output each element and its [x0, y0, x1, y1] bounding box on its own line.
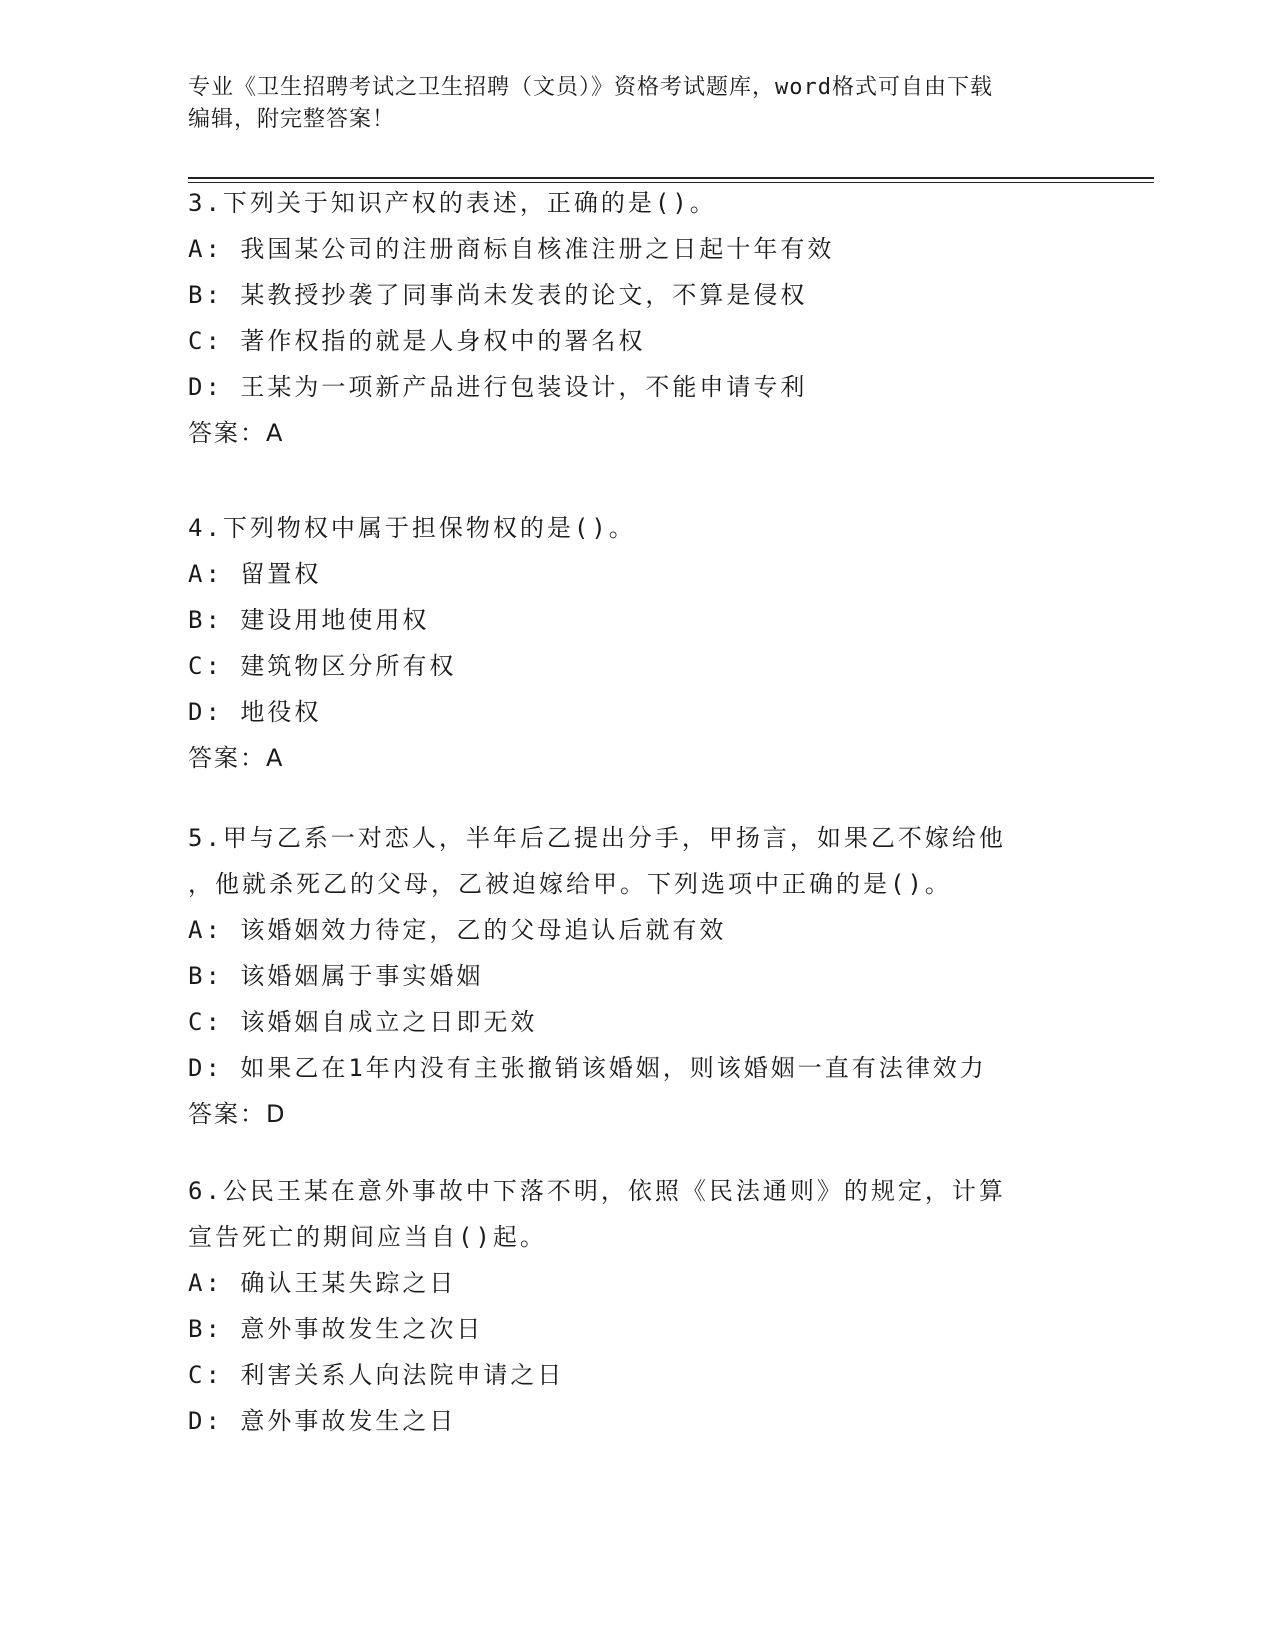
option-b: B: 建设用地使用权: [188, 606, 430, 634]
question-stem-line-2: 宣告死亡的期间应当自()起。: [188, 1223, 547, 1251]
question-4: [188, 505, 1088, 781]
option-a: A: 该婚姻效力待定，乙的父母追认后就有效: [188, 916, 727, 944]
question-stem-line-1: 6.公民王某在意外事故中下落不明，依照《民法通则》的规定，计算: [188, 1177, 1006, 1205]
option-c: C: 利害关系人向法院申请之日: [188, 1361, 565, 1389]
option-b: B: 该婚姻属于事实婚姻: [188, 962, 484, 990]
answer-line: 答案：D: [188, 1100, 287, 1128]
option-a: A: 留置权: [188, 560, 322, 588]
option-c: C: 建筑物区分所有权: [188, 652, 457, 680]
option-d: D: 王某为一项新产品进行包装设计，不能申请专利: [188, 373, 808, 401]
question-stem-line-2: ，他就杀死乙的父母，乙被迫嫁给甲。下列选项中正确的是()。: [188, 870, 952, 898]
header-line-1: 专业《卫生招聘考试之卫生招聘（文员）》资格考试题库，word格式可自由下载: [188, 75, 993, 100]
question-6: [188, 1168, 1088, 1444]
header-line-2: 编辑，附完整答案！: [188, 107, 396, 132]
option-b: B: 意外事故发生之次日: [188, 1315, 484, 1343]
option-d: D: 地役权: [188, 698, 322, 726]
option-a: A: 确认王某失踪之日: [188, 1269, 457, 1297]
option-a: A: 我国某公司的注册商标自核准注册之日起十年有效: [188, 235, 835, 263]
option-d: D: 意外事故发生之日: [188, 1407, 457, 1435]
answer-line: 答案：A: [188, 419, 285, 447]
question-stem-line-1: 5.甲与乙系一对恋人，半年后乙提出分手，甲扬言，如果乙不嫁给他: [188, 824, 1006, 852]
option-c: C: 著作权指的就是人身权中的署名权: [188, 327, 646, 355]
option-b: B: 某教授抄袭了同事尚未发表的论文，不算是侵权: [188, 281, 808, 309]
document-header: [188, 72, 1088, 136]
option-d: D: 如果乙在1年内没有主张撤销该婚姻，则该婚姻一直有法律效力: [188, 1054, 987, 1082]
header-rule-thick: [188, 177, 1154, 179]
option-c: C: 该婚姻自成立之日即无效: [188, 1008, 538, 1036]
question-stem: 4.下列物权中属于担保物权的是()。: [188, 514, 636, 542]
question-3: [188, 180, 1088, 456]
question-stem: 3.下列关于知识产权的表述，正确的是()。: [188, 189, 717, 217]
answer-line: 答案：A: [188, 744, 285, 772]
question-5: [188, 815, 1088, 1137]
